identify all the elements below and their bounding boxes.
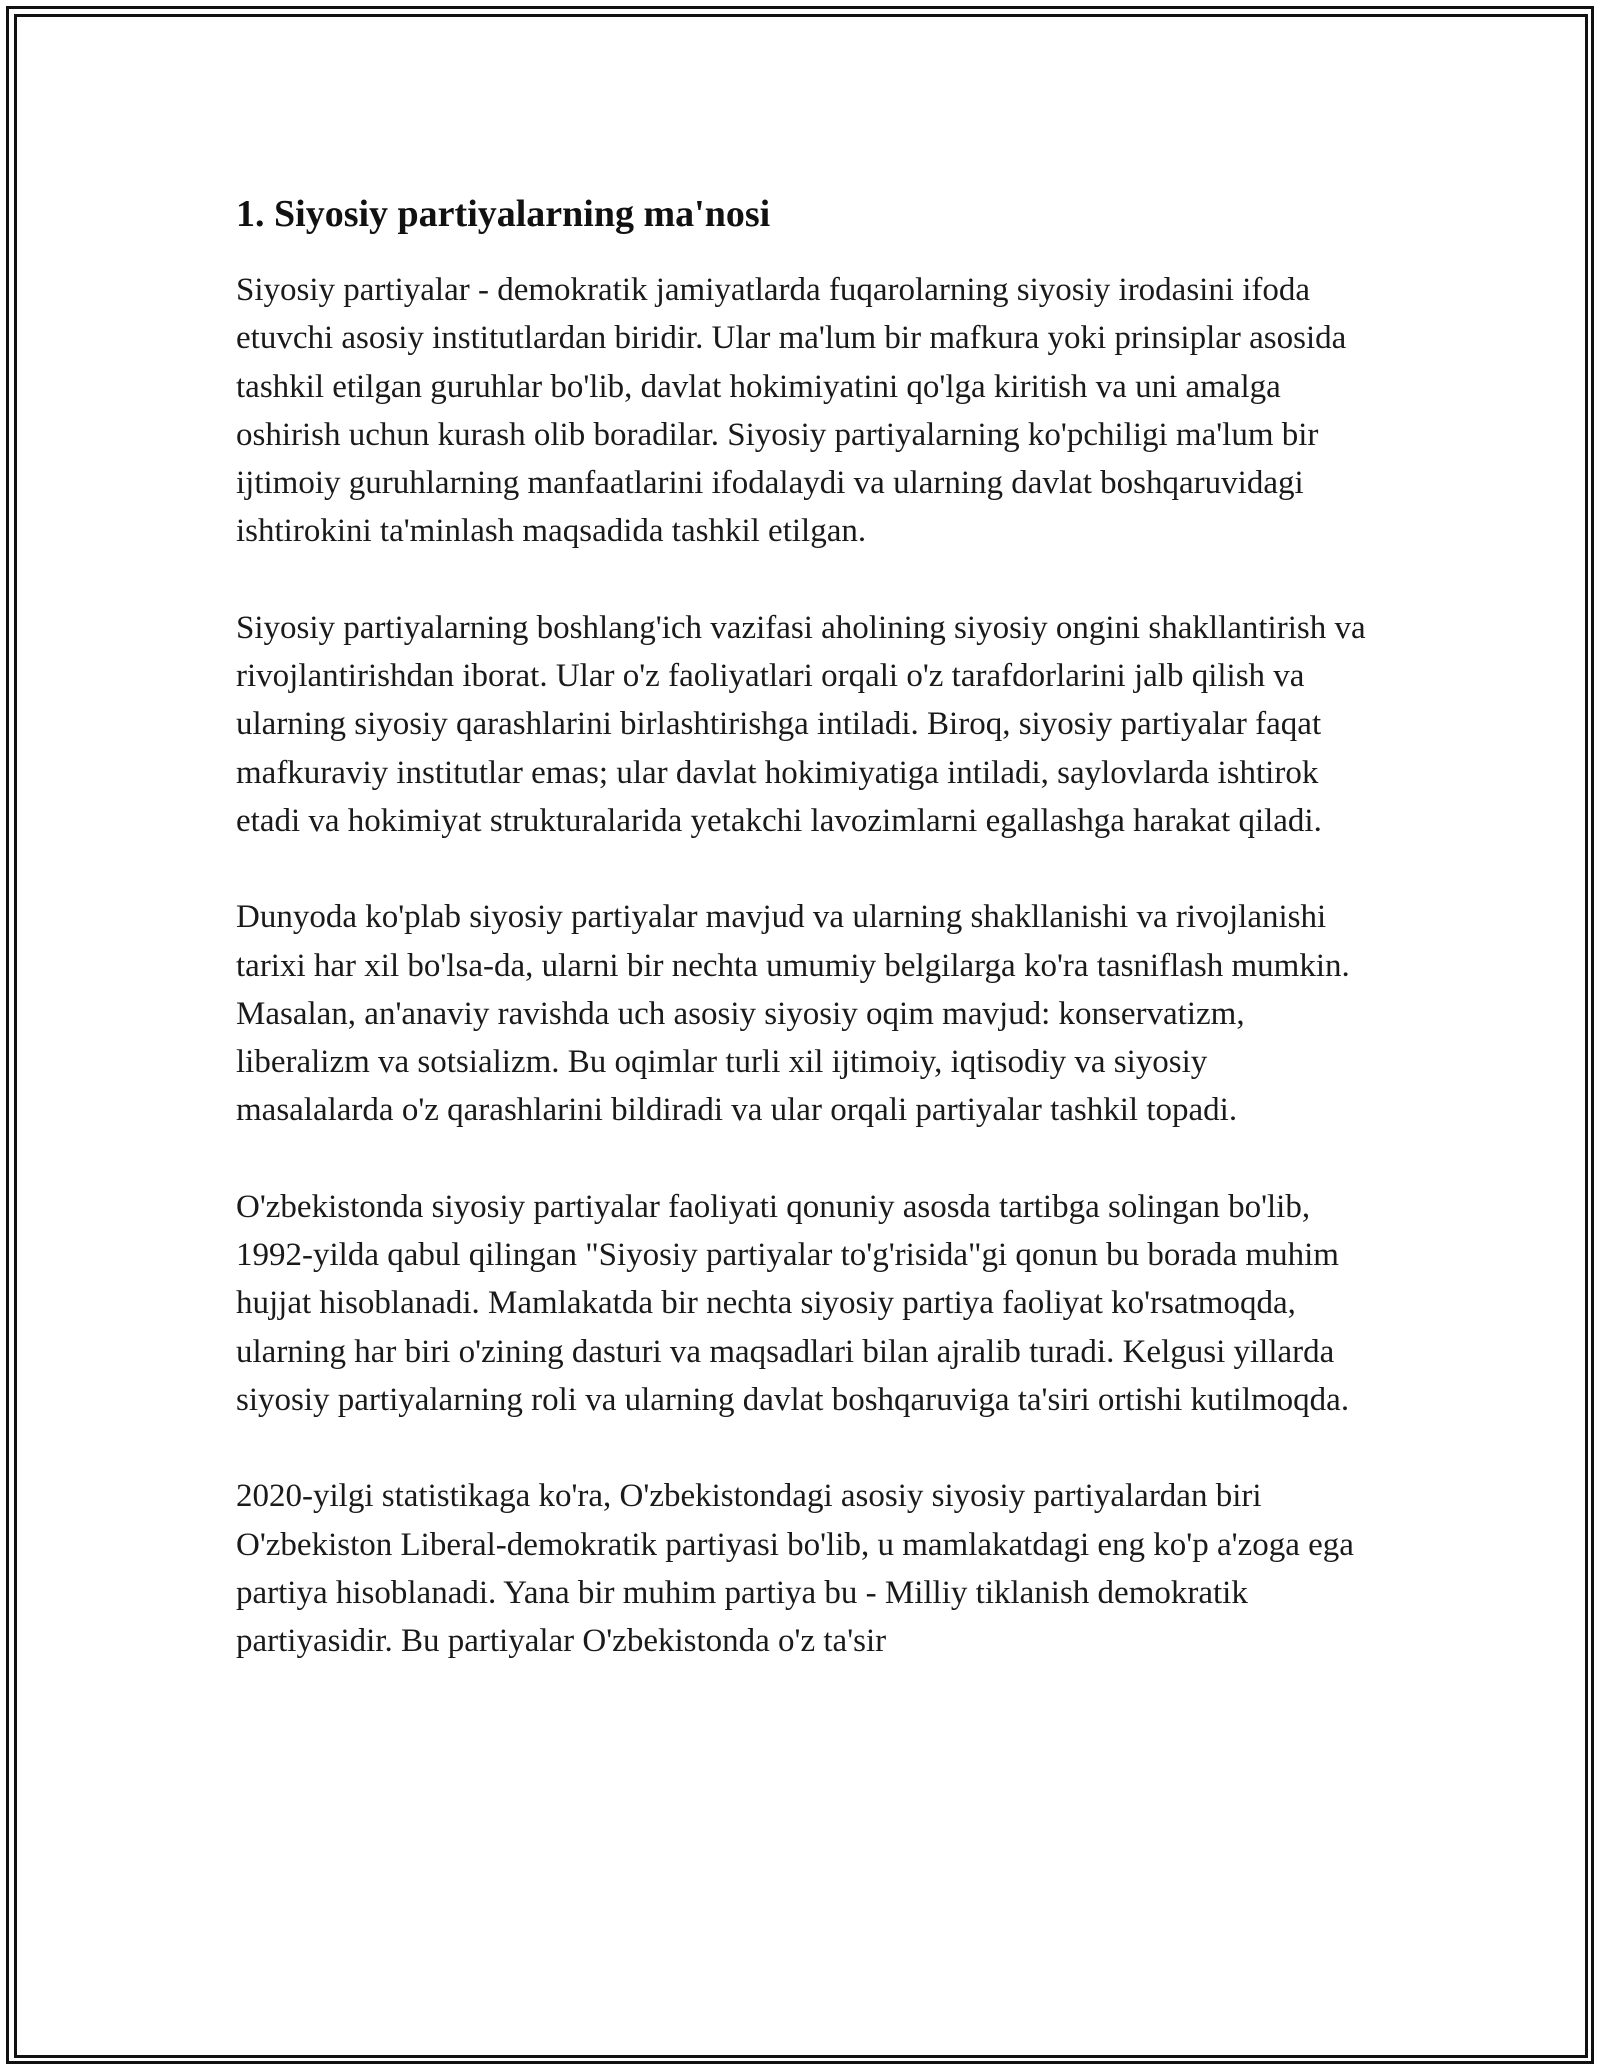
paragraph-classification: Dunyoda ko'plab siyosiy partiyalar mavjud va ularning shakllanishi va rivojlanishi tarixi har xil bo'lsa-da, ularni bir nechta umumiy belgilarga ko'ra tasniflash mumkin. Masalan, an'anaviy ravishda uch asosiy siyosiy oqim mavjud: konservatizm, liberalizm va sotsializm. Bu oqimlar turli xil ijtimoiy, iqtisodiy va siyosiy masalalarda o'z qarashlarini bildiradi va ular orqali partiyalar tashkil topadi. bbox=[236, 899, 1350, 1129]
paragraph-definition: Siyosiy partiyalar - demokratik jamiyatlarda fuqarolarning siyosiy irodasini ifoda etuvchi asosiy institutlardan biridir. Ular ma'lum bir mafkura yoki prinsiplar asosida tashkil etilgan guruhlar bo'lib, davlat hokimiyatini qo'lga kiritish va uni amalga oshirish uchun kurash olib boradilar. Siyosiy partiyalarning ko'pchiligi ma'lum bir ijtimoiy guruhlarning manfaatlarini ifodalaydi va ularning davlat boshqaruvidagi ishtirokini ta'minlash maqsadida tashkil etilgan. bbox=[236, 272, 1347, 550]
paragraph-statistics: 2020-yilgi statistikaga ko'ra, O'zbekistondagi asosiy siyosiy partiyalardan biri O'zbekiston Liberal-demokratik partiyasi bo'lib, u mamlakatdagi eng ko'p a'zoga ega partiya hisoblanadi. Yana bir muhim partiya bu - Milliy tiklanish demokratik partiyasidir. Bu partiyalar O'zbekistonda o'z ta'sir bbox=[236, 1478, 1354, 1660]
document-body bbox=[236, 186, 1366, 1713]
paragraph-uzbekistan-law: O'zbekistonda siyosiy partiyalar faoliyati qonuniy asosda tartibga solingan bo'lib, 1992-yilda qabul qilingan "Siyosiy partiyalar to'g'risida"gi qonun bu borada muhim hujjat hisoblanadi. Mamlakatda bir nechta siyosiy partiya faoliyat ko'rsatmoqda, ularning har biri o'zining dasturi va maqsadlari bilan ajralib turadi. Kelgusi yillarda siyosiy partiyalarning roli va ularning davlat boshqaruviga ta'siri ortishi kutilmoqda. bbox=[236, 1188, 1350, 1418]
paragraph-initial-task: Siyosiy partiyalarning boshlang'ich vazifasi aholining siyosiy ongini shakllantirish va rivojlantirishdan iborat. Ular o'z faoliyatlari orqali o'z tarafdorlarini jalb qilish va ularning siyosiy qarashlarini birlashtirishga intiladi. Biroq, siyosiy partiyalar faqat mafkuraviy institutlar emas; ular davlat hokimiyatiga intiladi, saylovlarda ishtirok etadi va hokimiyat strukturalarida yetakchi lavozimlarni egallashga harakat qiladi. bbox=[236, 609, 1366, 839]
document-title: 1. Siyosiy partiyalarning ma'nosi bbox=[236, 193, 771, 235]
